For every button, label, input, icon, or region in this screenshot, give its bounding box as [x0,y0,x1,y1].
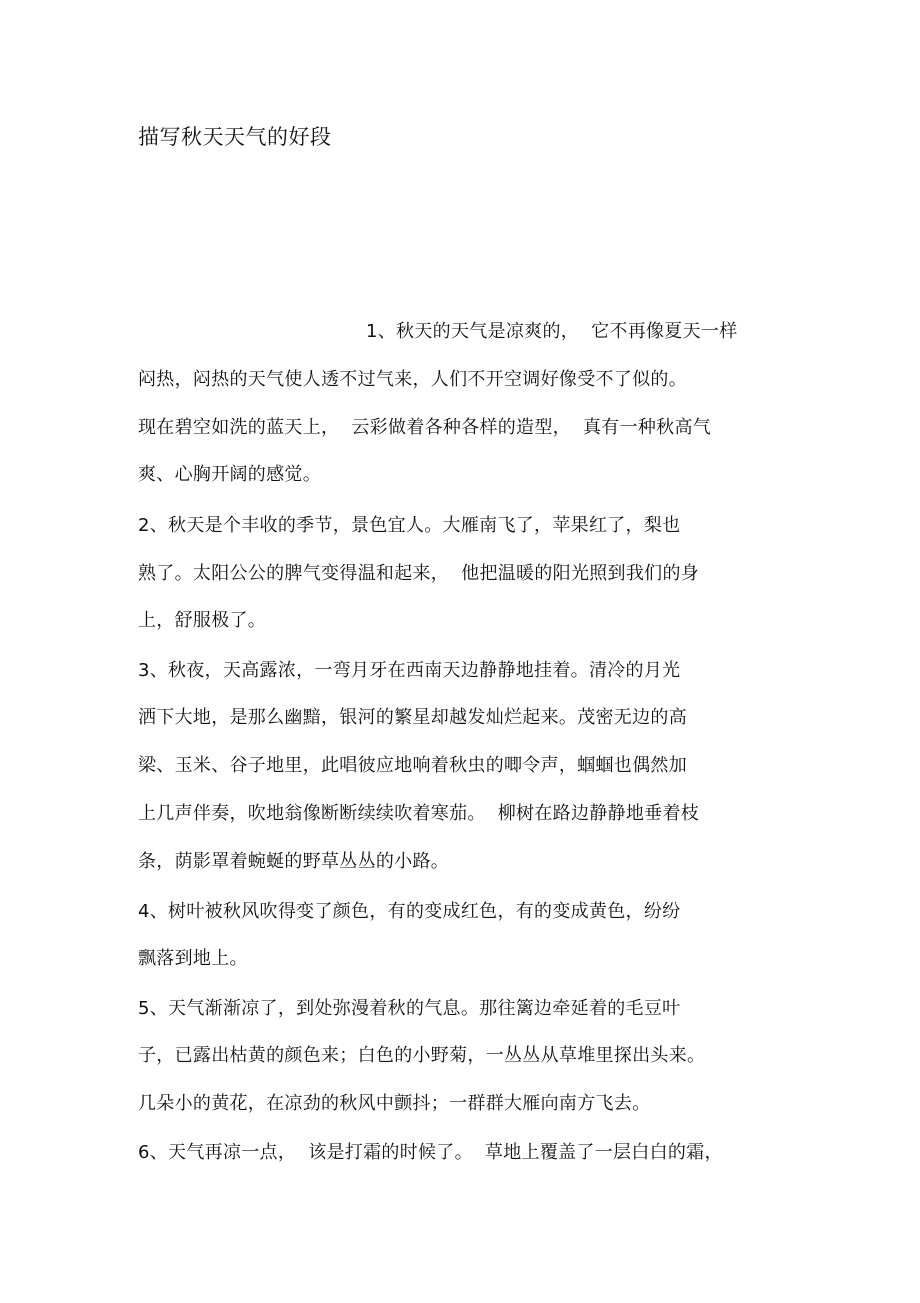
paragraph-line: 几朵小的黄花，在凉劲的秋风中颤抖；一群群大雁向南方飞去。 [138,1093,651,1114]
paragraph-line: 5、天气渐渐凉了，到处弥漫着秋的气息。那往篱边牵延着的毛豆叶 [138,998,681,1019]
paragraph-line: 熟了。太阳公公的脾气变得温和起来， 他把温暖的阳光照到我们的身 [138,563,700,584]
paragraph-line: 4、树叶被秋风吹得变了颜色，有的变成红色，有的变成黄色，纷纷 [138,901,681,922]
paragraph-line: 上，舒服极了。 [138,610,267,631]
paragraph-line: 3、秋夜，天高露浓，一弯月牙在西南天边静静地挂着。清冷的月光 [138,660,681,681]
paragraph-line: 现在碧空如洗的蓝天上， 云彩做着各种各样的造型， 真有一种秋高气 [138,417,712,438]
paragraph-line: 2、秋天是个丰收的季节，景色宜人。大雁南飞了，苹果红了，梨也 [138,515,681,536]
paragraph-line: 上几声伴奏，吹地翁像断断续续吹着寒茄。 柳树在路边静静地垂着枝 [138,803,700,824]
paragraph-line: 爽、心胸开阔的感觉。 [138,464,321,485]
paragraph-line: 1、秋天的天气是凉爽的， 它不再像夏天一样 [366,321,738,342]
document-title: 描写秋天天气的好段 [138,125,332,149]
paragraph-line: 条，荫影罩着蜿蜒的野草丛丛的小路。 [138,851,450,872]
paragraph-line: 6、天气再凉一点， 该是打霜的时候了。 草地上覆盖了一层白白的霜， [138,1142,723,1163]
paragraph-line: 洒下大地，是那么幽黯，银河的繁星却越发灿烂起来。茂密无边的高 [138,707,687,728]
paragraph-line: 梁、玉米、谷子地里，此唱彼应地响着秋虫的唧令声，蝈蝈也偶然加 [138,755,687,776]
paragraph-line: 闷热，闷热的天气使人透不过气来，人们不开空调好像受不了似的。 [138,369,687,390]
paragraph-line: 飘落到地上。 [138,948,248,969]
paragraph-line: 子，已露出枯黄的颜色来；白色的小野菊，一丛丛从草堆里探出头来。 [138,1045,706,1066]
